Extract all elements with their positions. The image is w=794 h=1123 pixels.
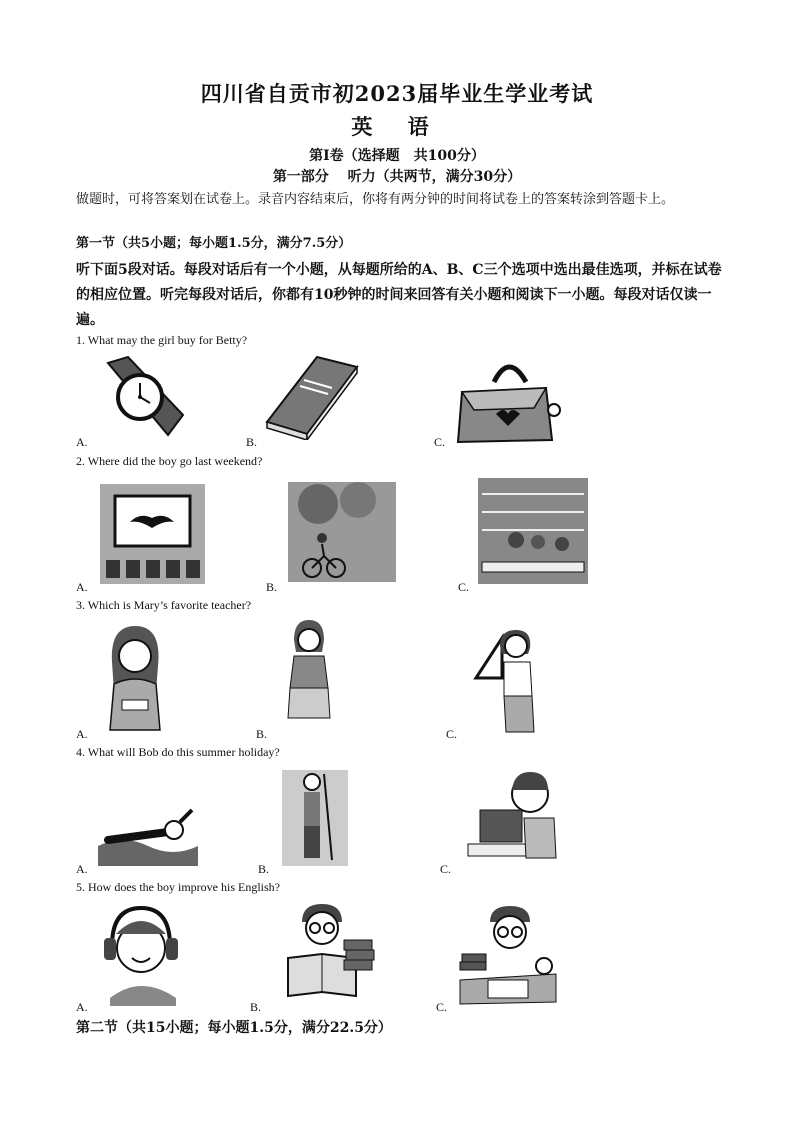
q3-option-a[interactable]: A. [76, 727, 88, 741]
q3-option-c[interactable]: C. [446, 727, 458, 741]
handbag-icon [454, 352, 564, 444]
question-4: 4. What will Bob do this summer holiday? [76, 745, 280, 759]
headphones-listening-icon [96, 898, 186, 1006]
teacher-short-hair-icon [284, 618, 334, 724]
math-teacher-icon [472, 628, 542, 734]
q2-option-a[interactable]: A. [76, 580, 88, 594]
q5-option-b[interactable]: B. [250, 1000, 262, 1014]
question-2: 2. Where did the boy go last weekend? [76, 454, 263, 468]
reading-books-icon [282, 902, 378, 1008]
swimming-icon [98, 806, 198, 866]
instructions-text: 听下面5段对话。每段对话后有一个小题，从每题所给的A、B、C三个选项中选出最佳选项，并标在试卷的相应位置。听完每段对话后，你都有10秒钟的时间来回答有关小题和阅读下一小题。每段对话仅读一遍。 [76, 262, 722, 328]
part-heading: 第一部分 听力（共两节，满分30分） [272, 169, 522, 185]
studying-desk-icon [458, 904, 558, 1006]
q2-option-c[interactable]: C. [458, 580, 470, 594]
q1-option-b[interactable]: B. [246, 435, 258, 449]
question-1: 1. What may the girl buy for Betty? [76, 333, 248, 347]
q4-option-a[interactable]: A. [76, 862, 88, 876]
question-3: 3. Which is Mary’s favorite teacher? [76, 598, 252, 612]
teacher-long-hair-icon [100, 622, 170, 732]
q4-option-c[interactable]: C. [440, 862, 452, 876]
cinema-icon [100, 484, 205, 584]
section2-heading: 第二节（共15小题；每小题1.5分，满分22.5分） [76, 1020, 392, 1036]
exam-subject: 英 语 [351, 114, 443, 139]
q3-option-b[interactable]: B. [256, 727, 268, 741]
q1-option-a[interactable]: A. [76, 435, 88, 449]
volume-heading: 第I卷（选择题 共100分） [309, 148, 485, 164]
q2-option-b[interactable]: B. [266, 580, 278, 594]
q5-option-a[interactable]: A. [76, 1000, 88, 1014]
computer-icon [464, 768, 564, 864]
intro-text: 做题时，可将答案划在试卷上。录音内容结束后，你将有两分钟的时间将试卷上的答案转涂到答题卡上。 [76, 192, 675, 207]
watch-icon [98, 355, 188, 440]
library-icon [478, 478, 588, 584]
park-cycling-icon [288, 482, 396, 582]
exam-title: 四川省自贡市初2023届毕业生学业考试 [200, 81, 594, 106]
book-icon [262, 352, 362, 440]
q5-option-c[interactable]: C. [436, 1000, 448, 1014]
q1-option-c[interactable]: C. [434, 435, 446, 449]
question-5: 5. How does the boy improve his English? [76, 880, 280, 894]
q4-option-b[interactable]: B. [258, 862, 270, 876]
sweeping-icon [282, 770, 348, 866]
section1-heading: 第一节（共5小题；每小题1.5分，满分7.5分） [76, 236, 352, 251]
